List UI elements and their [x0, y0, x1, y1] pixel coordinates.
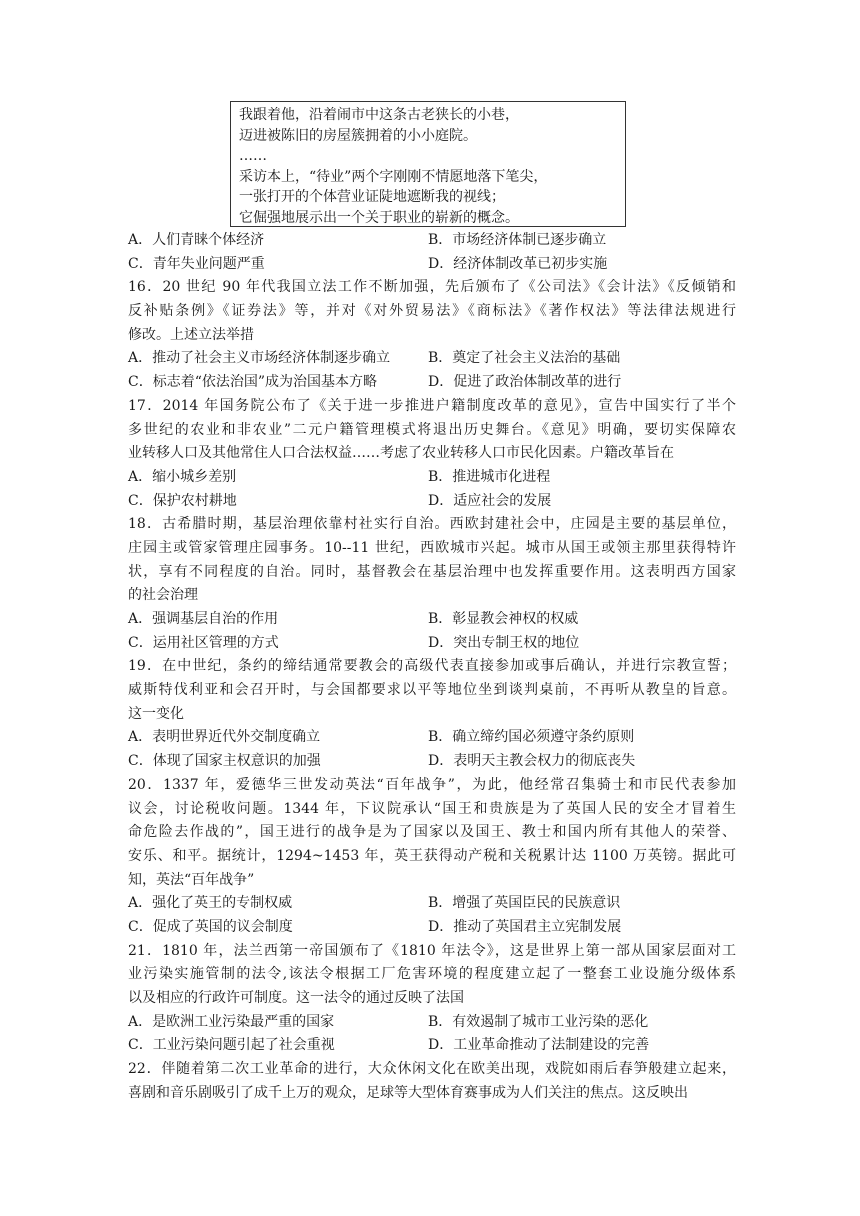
question-block [128, 940, 736, 1058]
option-c[interactable]: C．标志着“依法治国”成为治国基本方略 [128, 374, 378, 391]
option-a[interactable]: A．强化了英王的专制权威 [128, 895, 293, 912]
question-stem-line: 庄园主或管家管理庄园事务。10--11 世纪，西欧城市兴起。城市从国王或领主那里获得特许 [128, 539, 736, 556]
option-row [128, 371, 736, 395]
question-block [128, 655, 736, 773]
passage-line: 我跟着他，沿着闹市中这条古老狭长的小巷， [239, 107, 519, 123]
question-stem-line: 修改。上述立法举措 [128, 326, 254, 343]
option-row [128, 490, 736, 514]
question-stem-line: 议会，讨论税收问题。1344 年，下议院承认“国王和贵族是为了英国人民的安全才冒着生 [128, 800, 736, 817]
question-stem-line: 17．2014 年国务院公布了《关于进一步推进户籍制度改革的意见》，宣告中国实行了半个 [128, 397, 736, 414]
option-row [128, 750, 736, 774]
option-d[interactable]: D．表明天主教会权力的彻底丧失 [428, 753, 636, 770]
option-b[interactable]: B．彰显教会神权的权威 [428, 611, 579, 627]
question-stem-line: 20．1337 年，爱德华三世发动英法“百年战争”，为此，他经常召集骑士和市民代表参加 [128, 776, 736, 793]
question-stem-line: 16．20 世纪 90 年代我国立法工作不断加强，先后颁布了《公司法》《会计法》《反倾销和 [128, 279, 736, 296]
option-c[interactable]: C．运用社区管理的方式 [128, 634, 279, 651]
passage-line: 采访本上，“待业”两个字刚刚不情愿地落下笔尖， [239, 168, 548, 185]
option-a[interactable]: A．人们青睐个体经济 [128, 232, 265, 248]
option-d[interactable]: D．推动了英国君主立宪制发展 [428, 918, 622, 935]
option-row [128, 916, 736, 940]
question-stem-line: 19．在中世纪，条约的缔结通常要教会的高级代表直接参加或事后确认，并进行宗教宣誓； [128, 658, 736, 675]
option-row [128, 1034, 736, 1058]
passage-line: …… [239, 148, 267, 164]
option-b[interactable]: B．确立缔约国必须遵守条约原则 [428, 729, 635, 746]
option-row [128, 1011, 736, 1035]
option-a[interactable]: A．推动了社会主义市场经济体制逐步确立 [128, 350, 391, 367]
option-a[interactable]: A．表明世界近代外交制度确立 [128, 729, 321, 746]
question-stem-line: 18．古希腊时期，基层治理依靠村社实行自治。西欧封建社会中，庄园是主要的基层单位， [128, 516, 736, 533]
option-b[interactable]: B．奠定了社会主义法治的基础 [428, 350, 621, 367]
question-stem-line: 威斯特伐利亚和会召开时，与会国都要求以平等地位坐到谈判桌前，不再听从教皇的旨意。 [128, 682, 736, 699]
option-d[interactable]: D．促进了政治体制改革的进行 [428, 374, 622, 391]
option-row [128, 466, 736, 490]
option-d[interactable]: D．适应社会的发展 [428, 492, 552, 509]
question-stem-line: 这一变化 [128, 705, 184, 722]
passage-line: 它倔强地展示出一个关于职业的崭新的概念。 [239, 209, 519, 226]
question-stem-line: 知，英法“百年战争” [128, 871, 255, 888]
option-b[interactable]: B．市场经济体制已逐步确立 [428, 232, 607, 248]
question-stem-line: 状，享有不同程度的自治。同时，基督教会在基层治理中也发挥重要作用。这表明西方国家 [128, 563, 736, 580]
option-d[interactable]: D．突出专制王权的地位 [428, 634, 580, 651]
option-row [128, 726, 736, 750]
option-row [128, 608, 736, 632]
question-stem-line: 业污染实施管制的法令,该法令根据工厂危害环境的程度建立起了一整套工业设施分级体系 [128, 966, 736, 983]
passage-box [230, 101, 626, 227]
question-stem-line: 21．1810 年，法兰西第一帝国颁布了《1810 年法令》，这是世界上第一部从国家层面对工 [128, 942, 736, 959]
option-b[interactable]: B．推进城市化进程 [428, 468, 551, 485]
option-row [128, 892, 736, 916]
question-stem-line: 22．伴随着第二次工业革命的进行，大众休闲文化在欧美出现，戏院如雨后春笋般建立起来， [128, 1061, 736, 1078]
question-block [128, 1058, 736, 1105]
question-stem-line: 喜剧和音乐剧吸引了成千上万的观众，足球等大型体育赛事成为人们关注的焦点。这反映出 [128, 1084, 688, 1101]
option-d[interactable]: D．经济体制改革已初步实施 [428, 255, 608, 272]
option-b[interactable]: B．增强了英国臣民的民族意识 [428, 895, 621, 912]
option-a[interactable]: A．是欧洲工业污染最严重的国家 [128, 1013, 335, 1030]
question-list [128, 229, 736, 1105]
option-a[interactable]: A．缩小城乡差别 [128, 468, 237, 485]
questions [128, 276, 736, 1105]
question-stem-line: 的社会治理 [128, 587, 198, 604]
question-stem-line: 多世纪的农业和非农业”二元户籍管理模式将退出历史舞台。《意见》明确，要切实保障农 [128, 421, 736, 438]
option-c[interactable]: C．体现了国家主权意识的加强 [128, 753, 321, 770]
option-d[interactable]: D．工业革命推动了法制建设的完善 [428, 1037, 650, 1054]
option-c[interactable]: C．促成了英国的议会制度 [128, 918, 293, 935]
question-stem-line: 反补贴条例》《证券法》等，并对《对外贸易法》《商标法》《著作权法》等法律法规进行 [128, 303, 736, 320]
option-b[interactable]: B．有效遏制了城市工业污染的恶化 [428, 1013, 649, 1030]
option-row [128, 229, 736, 253]
question-stem-line: 业转移人口及其他常住人口合法权益……考虑了农业转移人口市民化因素。户籍改革旨在 [128, 445, 674, 462]
option-c[interactable]: C．工业污染问题引起了社会重视 [128, 1037, 335, 1054]
option-row [128, 253, 736, 277]
question-block [128, 276, 736, 394]
question-stem-line: 安乐、和平。据统计，1294~1453 年，英王获得动产税和关税累计达 1100 万英镑。据此可 [128, 847, 736, 864]
question-stem-line: 命危险去作战的”，国王进行的战争是为了国家以及国王、教士和国内所有其他人的荣誉、 [128, 824, 736, 841]
question-stem-line: 以及相应的行政许可制度。这一法令的通过反映了法国 [128, 990, 464, 1006]
option-a[interactable]: A．强调基层自治的作用 [128, 611, 279, 627]
option-c[interactable]: C．青年失业问题严重 [128, 255, 265, 272]
question-block [128, 395, 736, 513]
passage-line: 迈进被陈旧的房屋簇拥着的小小庭院。 [239, 127, 477, 144]
option-row [128, 347, 736, 371]
passage-line: 一张打开的个体营业证陡地遮断我的视线； [239, 189, 505, 205]
option-c[interactable]: C．保护农村耕地 [128, 492, 237, 509]
option-row [128, 632, 736, 656]
question-block [128, 774, 736, 940]
question-block [128, 513, 736, 655]
